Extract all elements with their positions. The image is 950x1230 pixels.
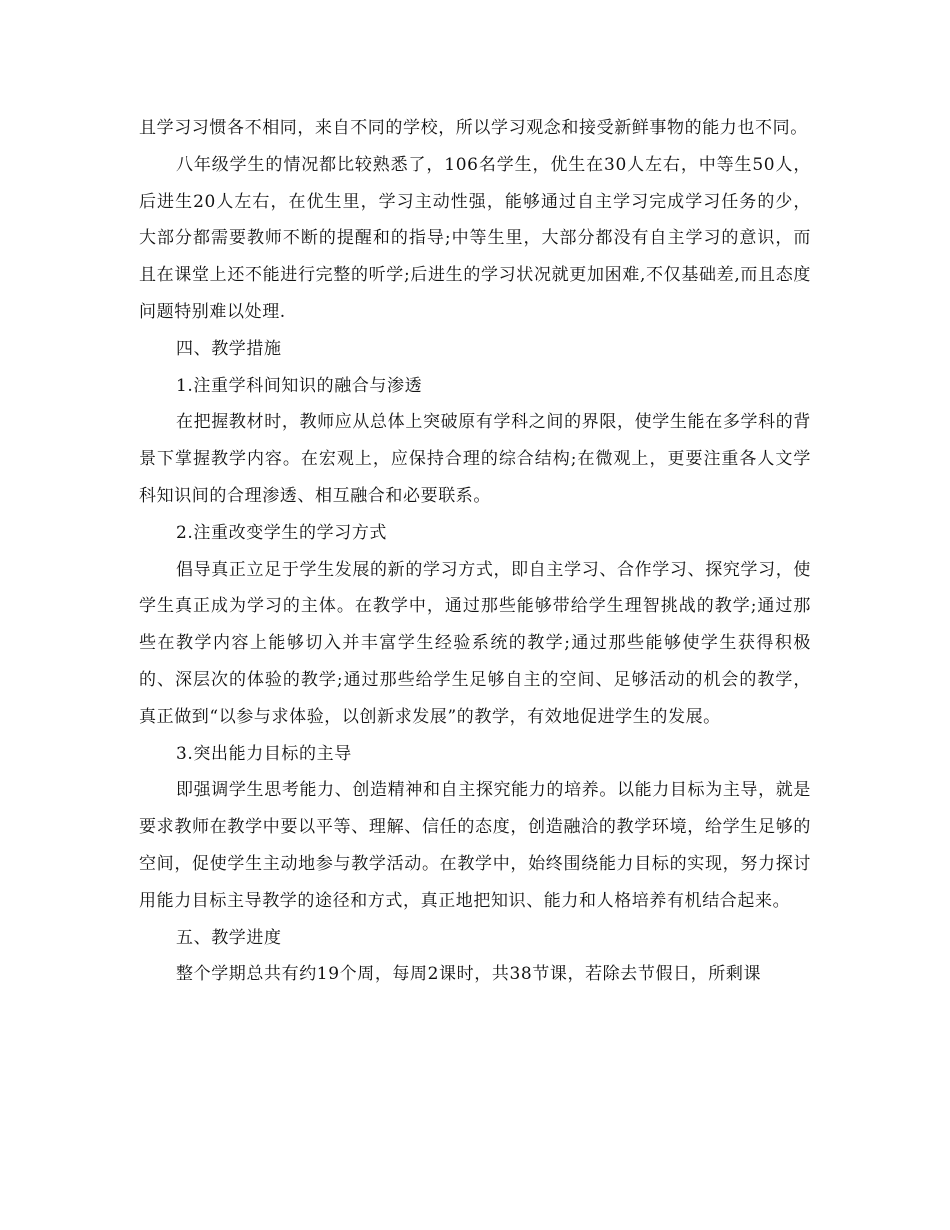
document-body	[139, 110, 811, 993]
subheading-3: 3.突出能力目标的主导	[176, 743, 352, 764]
section-heading-teaching-measures: 四、教学措施	[176, 338, 282, 359]
paragraph-schedule: 整个学期总共有约19个周，每周2课时，共38节课，若除去节假日，所剩课	[176, 964, 762, 985]
paragraph-student-situation: 八年级学生的情况都比较熟悉了，106名学生，优生在30人左右，中等生50人，后进生20人左右，在优生里，学习主动性强，能够通过自主学习完成学习任务的少，大部分都需要教师不断的提醒和的指导;中等生里，大部分都没有自主学习的意识，而且在课堂上还不能进行完整的听学;后进生的学习状况就更加困难,不仅基础差,而且态度问题特别难以处理.	[139, 154, 811, 322]
subheading-2: 2.注重改变学生的学习方式	[176, 522, 388, 543]
paragraph-measure-2: 倡导真正立足于学生发展的新的学习方式，即自主学习、合作学习、探究学习，使学生真正成为学习的主体。在教学中，通过那些能够带给学生理智挑战的教学;通过那些在教学内容上能够切入并丰富学生经验系统的教学;通过那些能够使学生获得积极的、深层次的体验的教学;通过那些给学生足够自主的空间、足够活动的机会的教学，真正做到“以参与求体验，以创新求发展”的教学，有效地促进学生的发展。	[139, 559, 811, 727]
paragraph-measure-1: 在把握教材时，教师应从总体上突破原有学科之间的界限，使学生能在多学科的背景下掌握教学内容。在宏观上，应保持合理的综合结构;在微观上，更要注重各人文学科知识间的合理渗透、相互融合和必要联系。	[139, 412, 811, 506]
paragraph-measure-3: 即强调学生思考能力、创造精神和自主探究能力的培养。以能力目标为主导，就是要求教师在教学中要以平等、理解、信任的态度，创造融洽的教学环境，给学生足够的空间，促使学生主动地参与教学活动。在教学中，始终围绕能力目标的实现，努力探讨用能力目标主导教学的途径和方式，真正地把知识、能力和人格培养有机结合起来。	[139, 780, 811, 911]
subheading-1: 1.注重学科间知识的融合与渗透	[176, 375, 423, 396]
paragraph-continued: 且学习习惯各不相同，来自不同的学校，所以学习观念和接受新鲜事物的能力也不同。	[139, 118, 808, 138]
section-heading-teaching-schedule: 五、教学进度	[176, 927, 282, 948]
